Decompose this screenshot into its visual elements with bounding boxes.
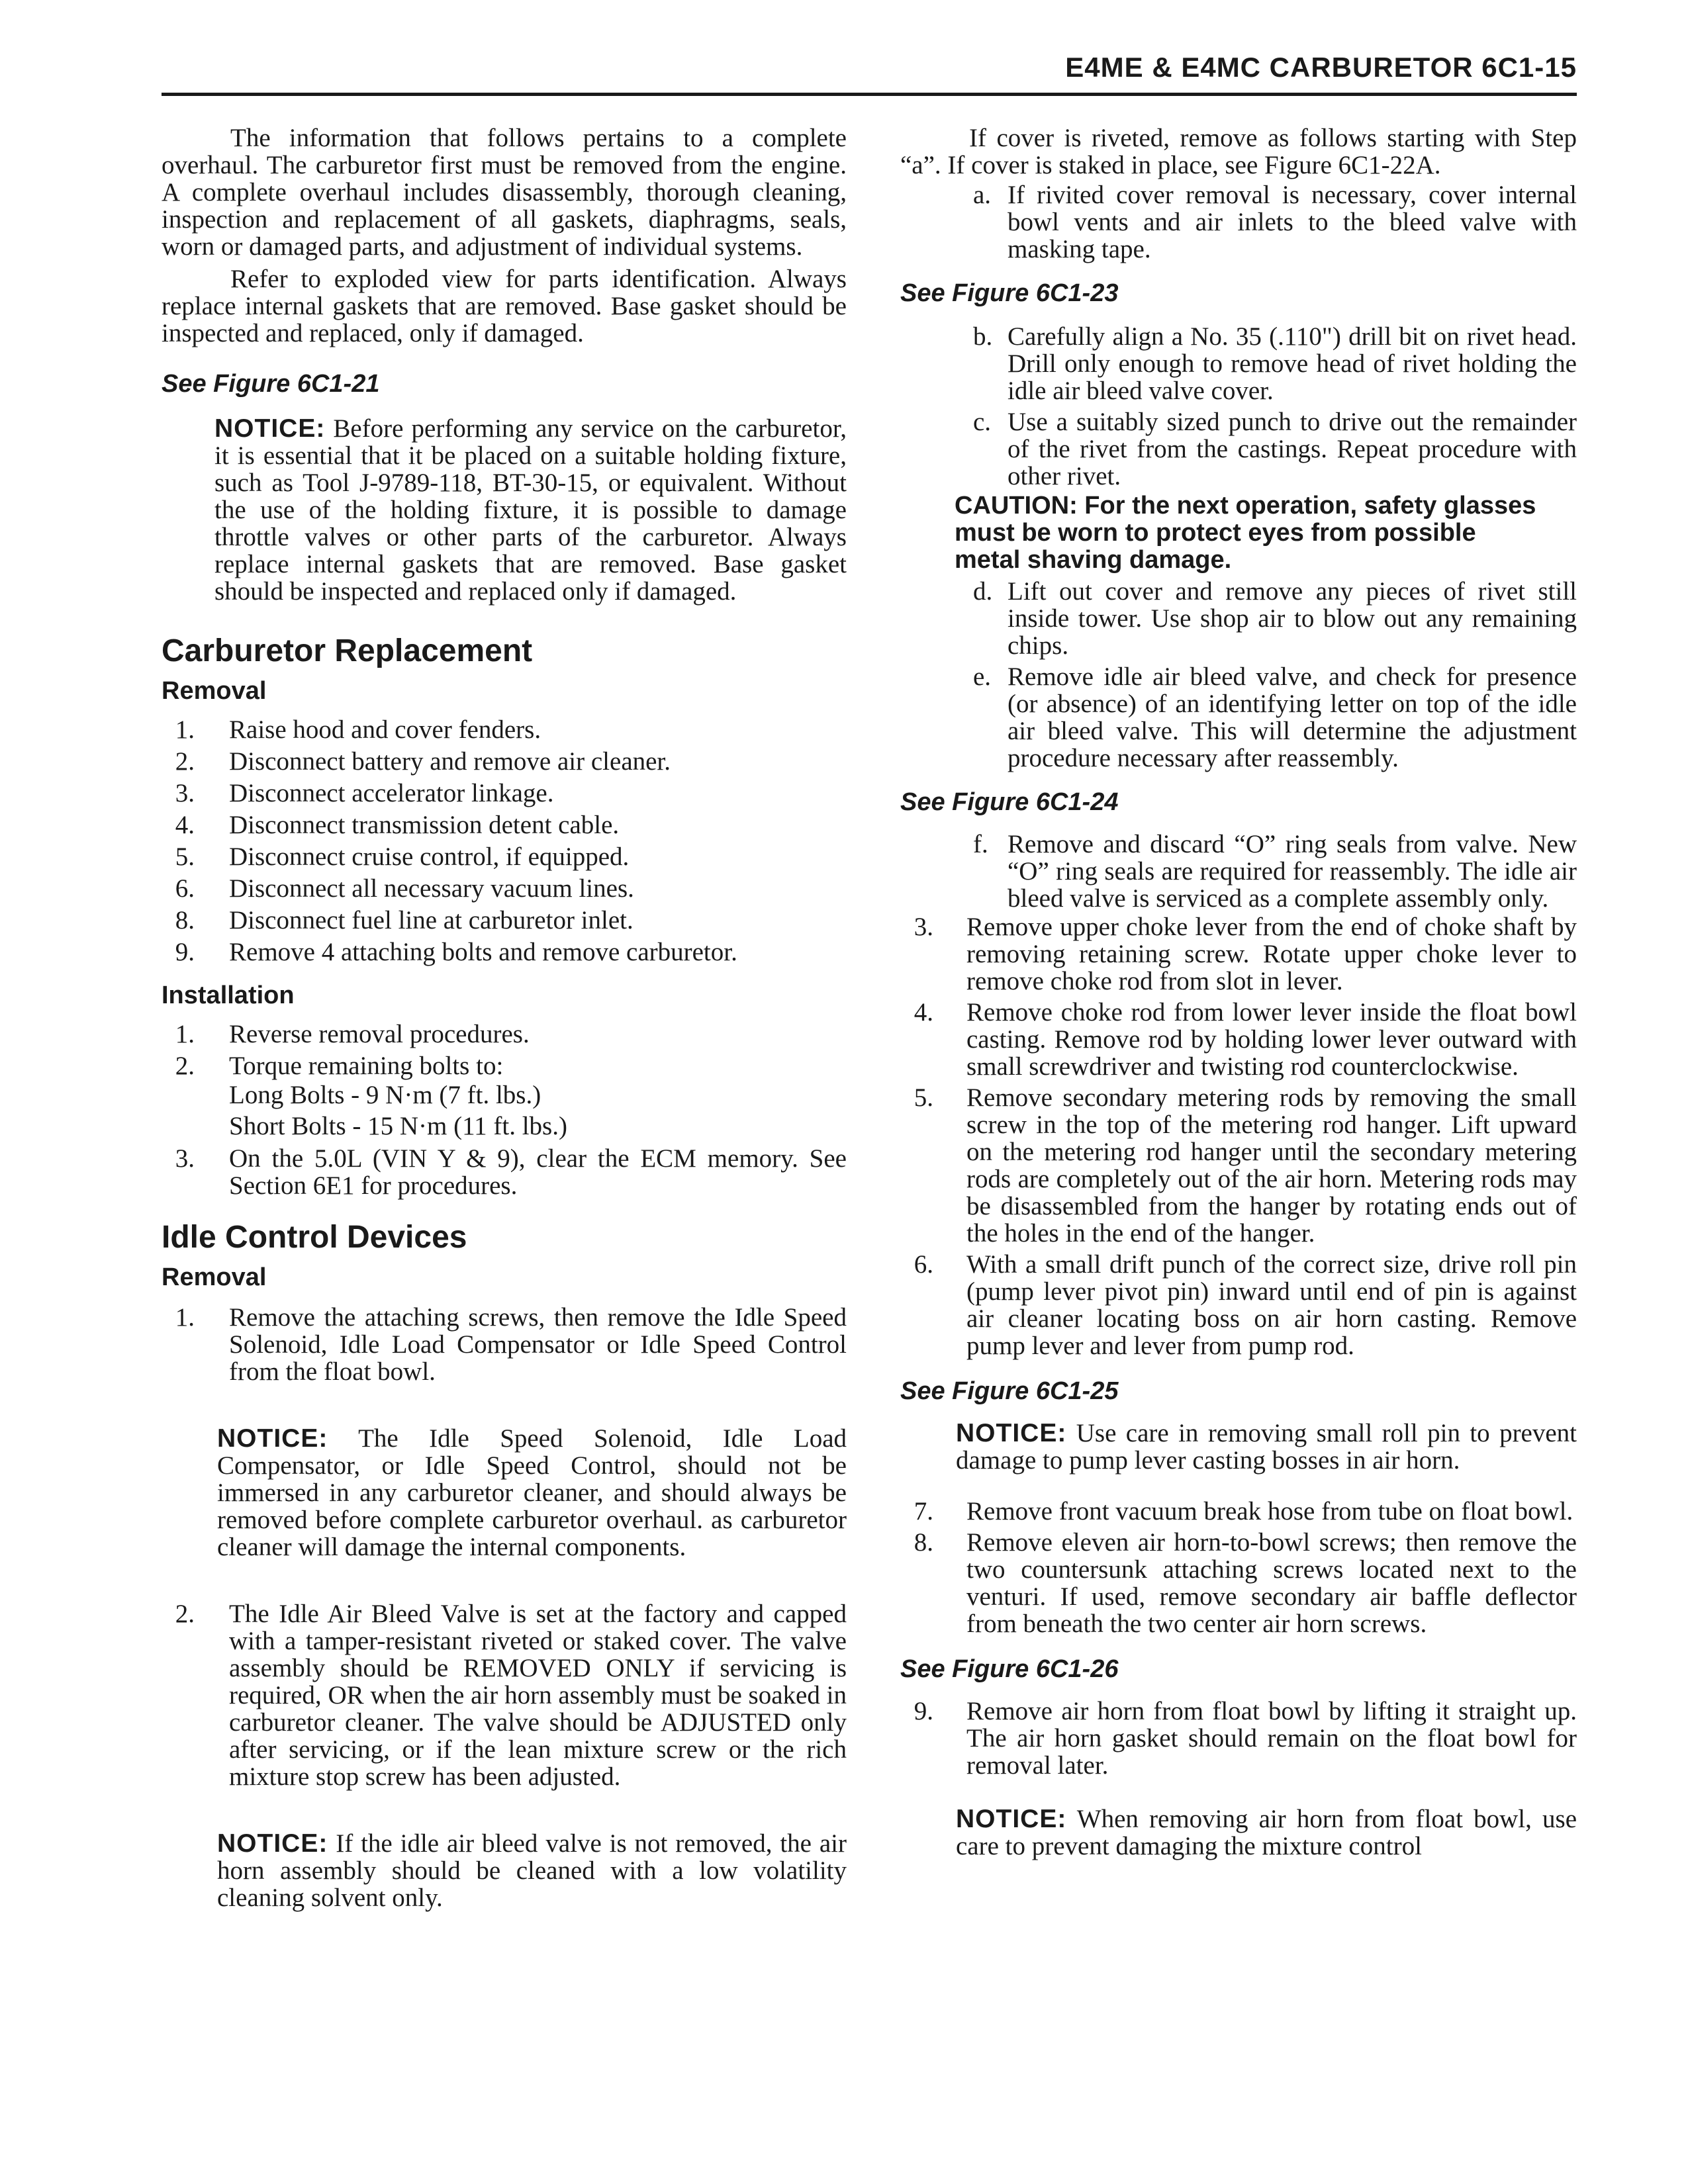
step-number: 5. bbox=[914, 1083, 933, 1112]
step-number: 7. bbox=[914, 1497, 933, 1525]
step-number: 5. bbox=[175, 842, 195, 871]
notice-text: If the idle air bleed valve is not removed, the air horn assembly should be cleaned with a low volatility cleaning solvent only. bbox=[217, 1829, 847, 1912]
step-number: 3. bbox=[914, 913, 933, 941]
notice-label: NOTICE: bbox=[956, 1805, 1067, 1833]
notice-label: NOTICE: bbox=[217, 1424, 328, 1453]
step-text: Carefully align a No. 35 (.110") drill bit on rivet head. Drill only enough to remove head of rivet holding the idle air bleed valve cover. bbox=[1008, 322, 1577, 405]
air-horn-steps bbox=[900, 913, 1577, 1359]
step-text: Torque remaining bolts to: bbox=[229, 1052, 504, 1080]
notice-block bbox=[956, 1805, 1577, 1860]
list-item bbox=[162, 748, 847, 775]
step-text: Disconnect fuel line at carburetor inlet. bbox=[229, 906, 633, 934]
step-number: 2. bbox=[175, 747, 195, 776]
list-item bbox=[900, 663, 1577, 772]
step-number: 1. bbox=[175, 1303, 195, 1332]
step-text: Remove 4 attaching bolts and remove carburetor. bbox=[229, 938, 737, 966]
list-item bbox=[162, 1304, 847, 1385]
notice-text: Use care in removing small roll pin to prevent damage to pump lever casting bosses in air horn. bbox=[956, 1419, 1577, 1475]
figure-reference: See Figure 6C1-24 bbox=[900, 788, 1119, 816]
list-item bbox=[162, 1145, 847, 1199]
installation-steps bbox=[162, 1021, 847, 1199]
step-letter: a. bbox=[973, 181, 992, 209]
list-item bbox=[900, 323, 1577, 404]
step-number: 4. bbox=[175, 811, 195, 839]
notice-text: Before performing any service on the carburetor, it is essential that it be placed on a suitable holding fixture, such as Tool J-9789-118, BT-30-15, or equivalent. Without the use of the holding fixture, it is possible to damage throttle valves or other parts of the carburetor. Always replace internal gaskets that are removed. Base gasket should be inspected and replaced only if damaged. bbox=[214, 414, 847, 606]
step-text: Remove secondary metering rods by removing the small screw in the top of the metering rod hanger. Lift upward on the metering rod hanger until the secondary metering rods are completely out of the air horn. Metering rods may be disassembled from the hanger by rotating ends out of the holes in the end of the hanger. bbox=[966, 1083, 1577, 1248]
step-text: Disconnect cruise control, if equipped. bbox=[229, 842, 630, 871]
list-item bbox=[900, 1698, 1577, 1779]
step-text: Remove front vacuum break hose from tube on float bowl. bbox=[966, 1497, 1573, 1525]
notice-block bbox=[217, 1830, 847, 1911]
step-text: Remove upper choke lever from the end of choke shaft by removing retaining screw. Rotate upper choke lever to remove choke rod from slot in lever. bbox=[966, 913, 1577, 995]
notice-label: NOTICE: bbox=[956, 1419, 1067, 1447]
step-text: The Idle Air Bleed Valve is set at the factory and capped with a tamper-resistant riveted or staked cover. The valve assembly should be REMOVED ONLY if servicing is required, OR when the air horn assembly must be soaked in carburetor cleaner. The valve should be ADJUSTED only after servicing, or if the lean mixture screw or the rich mixture stop screw has been adjusted. bbox=[229, 1600, 847, 1791]
notice-label: NOTICE: bbox=[214, 414, 326, 443]
list-item bbox=[162, 716, 847, 743]
step-text: Remove idle air bleed valve, and check for presence (or absence) of an identifying letter on top of the idle air bleed valve. This will determine the adjustment procedure necessary after reassembly. bbox=[1008, 662, 1577, 772]
step-text: Remove choke rod from lower lever inside the float bowl casting. Remove rod by holding lower lever outward with small screwdriver and twisting rod counterclockwise. bbox=[966, 998, 1577, 1081]
torque-spec-long: Long Bolts - 9 N·m (7 ft. lbs.) bbox=[229, 1081, 541, 1109]
removal-steps bbox=[162, 716, 847, 966]
intro-paragraph: Refer to exploded view for parts identification. Always replace internal gaskets that are removed. Base gasket should be inspected and replaced, only if damaged. bbox=[162, 265, 847, 347]
page-title: E4ME & E4MC CARBURETOR 6C1-15 bbox=[1065, 52, 1577, 83]
step-number: 8. bbox=[914, 1528, 933, 1557]
step-letter: d. bbox=[973, 577, 993, 606]
step-number: 1. bbox=[175, 715, 195, 744]
step-text: Lift out cover and remove any pieces of rivet still inside tower. Use shop air to blow out any remaining chips. bbox=[1008, 577, 1577, 660]
list-item bbox=[162, 938, 847, 966]
step-text: Remove the attaching screws, then remove the Idle Speed Solenoid, Idle Load Compensator or Idle Speed Control from the float bowl. bbox=[229, 1303, 847, 1386]
step-number: 2. bbox=[175, 1052, 195, 1080]
list-item bbox=[162, 907, 847, 934]
list-item bbox=[900, 1529, 1577, 1637]
notice-block bbox=[217, 1425, 847, 1561]
step-number: 6. bbox=[914, 1250, 933, 1279]
list-item bbox=[900, 1251, 1577, 1359]
list-item bbox=[900, 578, 1577, 659]
list-item bbox=[900, 999, 1577, 1080]
step-number: 3. bbox=[175, 779, 195, 807]
right-column bbox=[900, 124, 1577, 1860]
step-number: 9. bbox=[175, 938, 195, 966]
list-item bbox=[900, 408, 1577, 490]
step-text: Raise hood and cover fenders. bbox=[229, 715, 541, 744]
subsection-heading: Removal bbox=[162, 1263, 267, 1291]
step-text: On the 5.0L (VIN Y & 9), clear the ECM memory. See Section 6E1 for procedures. bbox=[229, 1144, 847, 1200]
list-item bbox=[900, 913, 1577, 995]
step-text: Use a suitably sized punch to drive out the remainder of the rivet from the castings. Repeat procedure with other rivet. bbox=[1008, 408, 1577, 490]
list-item bbox=[900, 181, 1577, 263]
figure-reference: See Figure 6C1-25 bbox=[900, 1377, 1119, 1405]
list-item bbox=[900, 1084, 1577, 1247]
list-item bbox=[162, 1021, 847, 1048]
list-item bbox=[162, 811, 847, 839]
subsection-heading: Removal bbox=[162, 677, 267, 705]
notice-block bbox=[214, 415, 847, 605]
notice-block bbox=[956, 1420, 1577, 1474]
figure-reference: See Figure 6C1-26 bbox=[900, 1655, 1119, 1683]
figure-reference: See Figure 6C1-21 bbox=[162, 370, 380, 398]
step-letter: c. bbox=[973, 408, 992, 436]
step-text: Reverse removal procedures. bbox=[229, 1020, 530, 1048]
step-text: Disconnect all necessary vacuum lines. bbox=[229, 874, 634, 903]
step-number: 3. bbox=[175, 1144, 195, 1173]
step-number: 9. bbox=[914, 1697, 933, 1725]
section-heading: Idle Control Devices bbox=[162, 1220, 467, 1255]
list-item bbox=[162, 780, 847, 807]
step-text: If rivited cover removal is necessary, cover internal bowl vents and air inlets to the bleed valve with masking tape. bbox=[1008, 181, 1577, 263]
torque-spec-short: Short Bolts - 15 N·m (11 ft. lbs.) bbox=[229, 1112, 567, 1140]
page-header bbox=[162, 46, 1577, 96]
step-text: Disconnect accelerator linkage. bbox=[229, 779, 554, 807]
step-letter: f. bbox=[973, 830, 988, 858]
step-text: Remove air horn from float bowl by lifting it straight up. The air horn gasket should remain on the float bowl for removal later. bbox=[966, 1697, 1577, 1780]
step-text: Disconnect transmission detent cable. bbox=[229, 811, 620, 839]
intro-paragraph: If cover is riveted, remove as follows starting with Step “a”. If cover is staked in place, see Figure 6C1-22A. bbox=[900, 124, 1577, 179]
step-number: 2. bbox=[175, 1600, 195, 1628]
figure-reference: See Figure 6C1-23 bbox=[900, 279, 1119, 307]
step-number: 6. bbox=[175, 874, 195, 903]
notice-text: When removing air horn from float bowl, use care to prevent damaging the mixture control bbox=[956, 1805, 1577, 1860]
step-text: Disconnect battery and remove air cleaner. bbox=[229, 747, 671, 776]
intro-paragraph: The information that follows pertains to a complete overhaul. The carburetor first must be removed from the engine. A complete overhaul includes disassembly, thorough cleaning, inspection and replacement of all gaskets, diaphragms, seals, worn or damaged parts, and adjustment of individual systems. bbox=[162, 124, 847, 261]
list-item bbox=[900, 831, 1577, 912]
step-number: 4. bbox=[914, 998, 933, 1026]
notice-text: The Idle Speed Solenoid, Idle Load Compensator, or Idle Speed Control, should not be immersed in any carburetor cleaner, and should always be removed before complete carburetor overhaul. as carburetor cleaner will damage the internal components. bbox=[217, 1424, 847, 1561]
list-item bbox=[162, 1600, 847, 1790]
list-item bbox=[162, 843, 847, 870]
step-text: Remove eleven air horn-to-bowl screws; then remove the two countersunk attaching screws located next to the venturi. If used, remove secondary air baffle deflector from beneath the two center air horn screws. bbox=[966, 1528, 1577, 1638]
notice-label: NOTICE: bbox=[217, 1829, 328, 1858]
step-text: Remove and discard “O” ring seals from valve. New “O” ring seals are required for reassembly. The idle air bleed valve is serviced as a complete assembly only. bbox=[1008, 830, 1577, 913]
list-item bbox=[162, 875, 847, 902]
step-letter: e. bbox=[973, 662, 992, 691]
left-column bbox=[162, 124, 847, 1911]
step-number: 8. bbox=[175, 906, 195, 934]
caution-text: CAUTION: For the next operation, safety glasses must be worn to protect eyes from possible metal shaving damage. bbox=[955, 492, 1536, 574]
list-item bbox=[162, 1052, 847, 1142]
step-number: 1. bbox=[175, 1020, 195, 1048]
step-text: With a small drift punch of the correct size, drive roll pin (pump lever pivot pin) inward until end of pin is against air cleaner locating boss on air horn casting. Remove pump lever and lever from pump rod. bbox=[966, 1250, 1577, 1360]
step-letter: b. bbox=[973, 322, 993, 351]
list-item bbox=[900, 1498, 1577, 1525]
section-heading: Carburetor Replacement bbox=[162, 633, 533, 668]
subsection-heading: Installation bbox=[162, 981, 295, 1009]
